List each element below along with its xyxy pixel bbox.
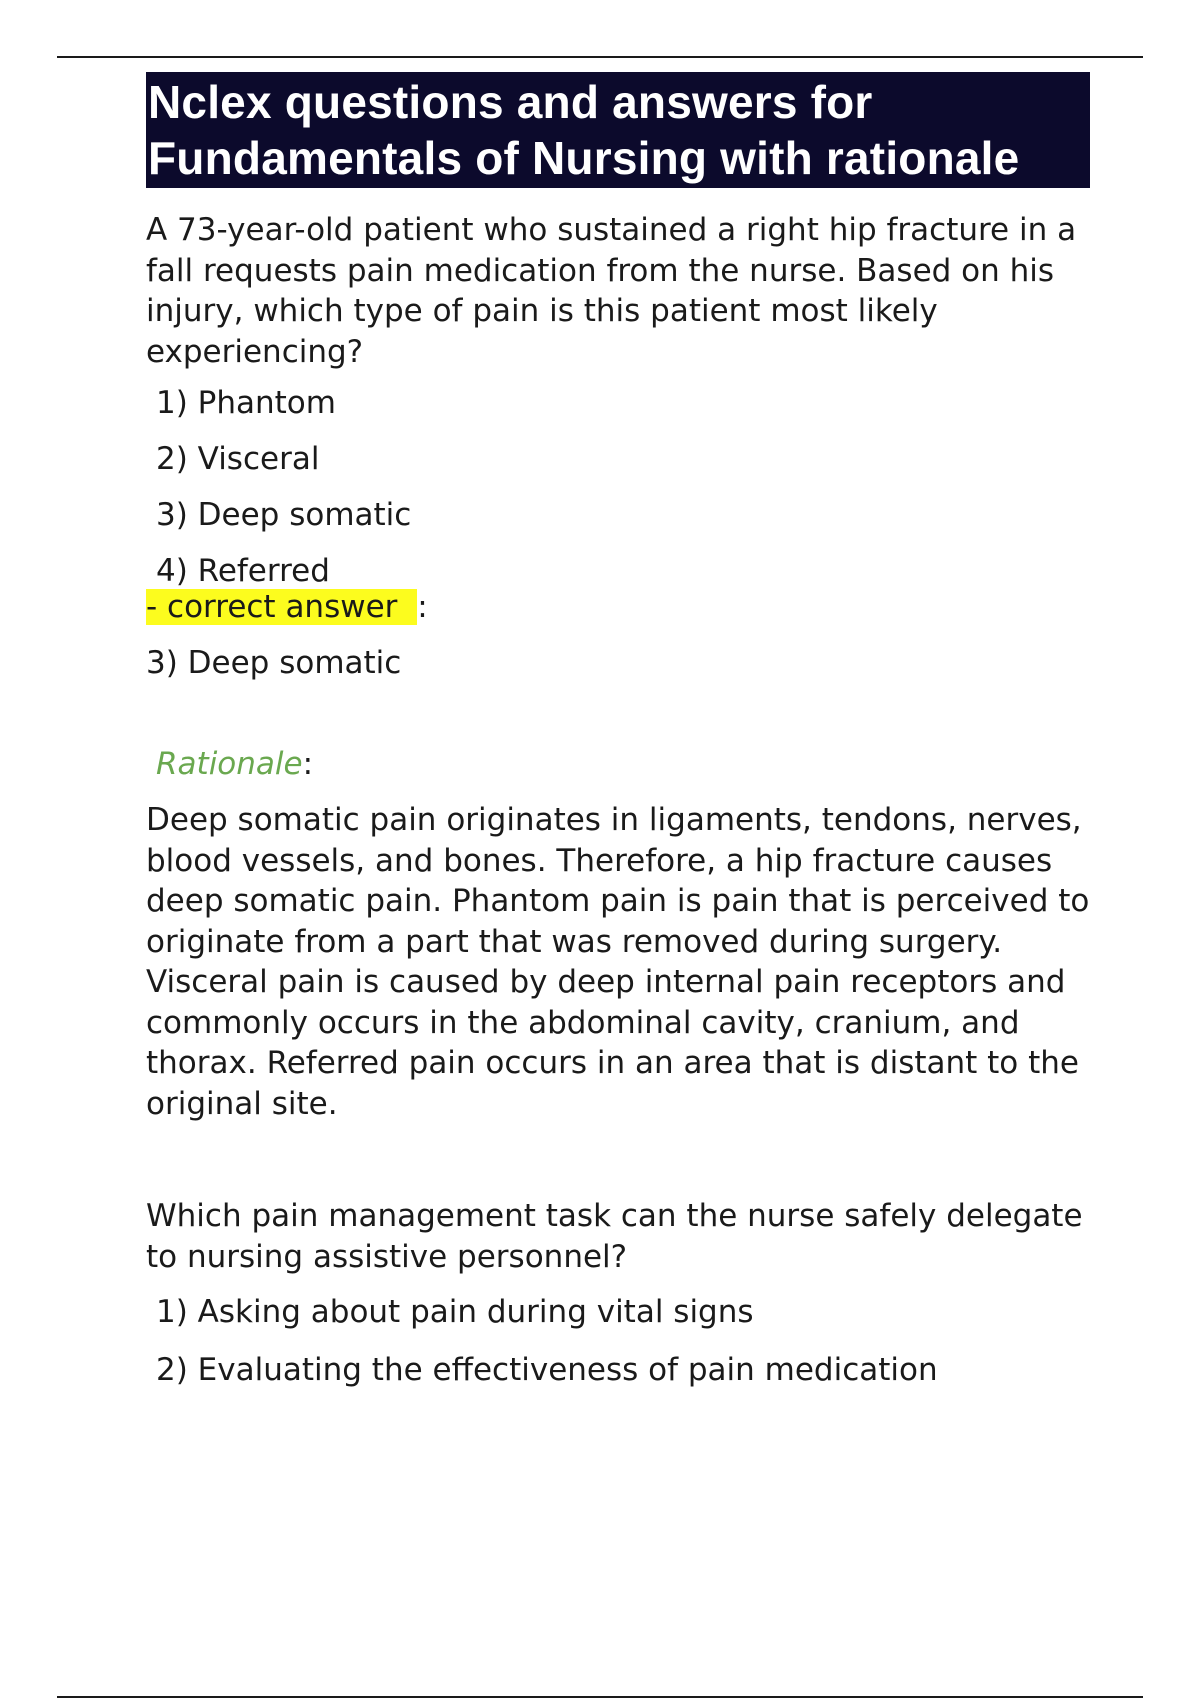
rationale-heading: [146, 744, 1090, 784]
rationale-label: Rationale: [156, 746, 303, 782]
document-title: [146, 72, 1090, 188]
correct-answer-line: [146, 587, 1090, 627]
correct-answer-label: - correct answer: [146, 589, 417, 625]
title-line-2: Fundamentals of Nursing with rationale: [148, 132, 1020, 184]
question-1-option: 2) Visceral: [156, 441, 320, 477]
question-1-text: A 73-year-old patient who sustained a right hip fracture in a fall requests pain medication from the nurse. Based on his injury, which type of pain is this patient most likely experiencing?: [146, 212, 1077, 370]
correct-answer-value: 3) Deep somatic: [146, 645, 402, 681]
question-2-text: Which pain management task can the nurse safely delegate to nursing assistive personnel?: [146, 1198, 1083, 1275]
title-line-1: Nclex questions and answers for: [148, 76, 873, 128]
question-2-options: [146, 1292, 1090, 1390]
question-1-option: 1) Phantom: [156, 385, 336, 421]
rationale-text: Deep somatic pain originates in ligaments, tendons, nerves, blood vessels, and bones. Therefore, a hip fracture causes deep somatic pain. Phantom pain is pain that is perceived to originate from a part that was removed during surgery. Visceral pain is caused by deep internal pain receptors and commonly occurs in the abdominal cavity, cranium, and thorax. Referred pain occurs in an area that is distant to the original site.: [146, 802, 1090, 1122]
bottom-rule: [57, 1696, 1143, 1698]
question-1-option: 3) Deep somatic: [156, 497, 412, 533]
question-2-option: 2) Evaluating the effectiveness of pain medication: [156, 1352, 938, 1388]
rationale-colon: :: [302, 746, 314, 782]
question-2-option: 1) Asking about pain during vital signs: [156, 1294, 754, 1330]
question-1-options: [146, 383, 1090, 591]
document-body: [146, 72, 1090, 1408]
question-1-option: 4) Referred: [156, 553, 330, 589]
top-rule: [57, 56, 1143, 58]
correct-answer-colon: :: [417, 589, 428, 625]
